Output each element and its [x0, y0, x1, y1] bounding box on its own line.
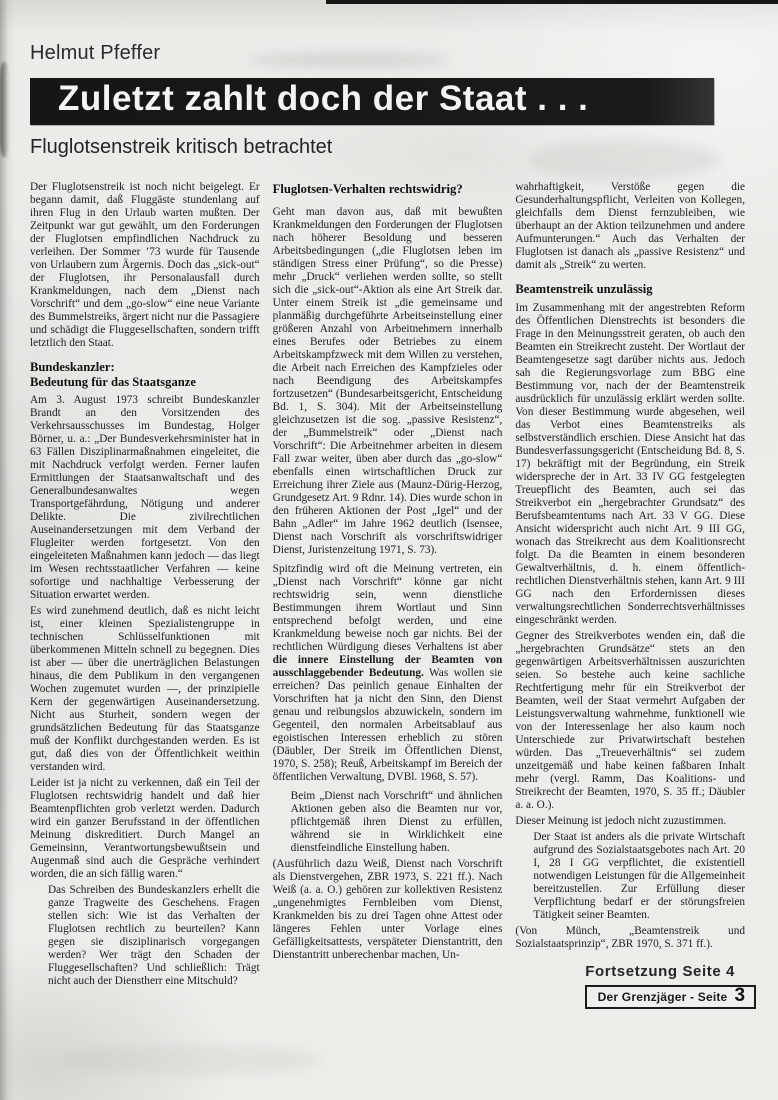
paragraph: Es wird zunehmend deutlich, daß es nicht leicht ist, einer kleinen Spezialistengruppe in technischen Schlüsselfunktionen mit überkommenen Mitteln schnell zu begegnen. Dies ist aber — über die unerträglichen Belastungen hinaus, die dem Publikum in den vergangenen Wochen zugemutet wurden —, der prinzipielle Kern der gegenwärtigen Auseinandersetzung. Nicht aus Sturheit, sondern wegen der grundsätzlichen Bedeutung für das Staatsganze muß der Konflikt durchgestanden werden. Es ist gut, daß dies von der Öffentlichkeit weithin verstanden wird.: [30, 605, 260, 773]
article-subtitle: Fluglotsenstreik kritisch betrachtet: [30, 136, 333, 158]
paragraph: Im Zusammenhang mit der angestrebten Reform des Öffentlichen Dienstrechts ist besonders die Frage in den Meinungsstreit geraten, ob auch den Beamten ein Streikrecht zusteht. Der Wortlaut der Beamtengesetze sagt darüber nichts aus. Jedoch sah die Regierungsvorlage zum BBG eine Bestimmung vor, nach der der Beamtenstreik ausdrücklich für unzulässig erklärt werden sollte. Von dieser Bestimmung wurde abgesehen, weil das Verbot eines Beamtenstreiks als selbstverständlich erschien. Diese Ansicht hat das Bundesverfassungsgericht (Entscheidung Bd. 8, S. 17) bekräftigt mit der Begründung, ein Streik widerspreche der in Art. 33 IV GG festgelegten Treuepflicht des Beamten, auch sei das Streikverbot ein „hergebrachter Grundsatz“ des Berufsbeamtentums nach Art. 33 V GG. Diese Ansicht widerspricht auch nicht Art. 9 III GG, wonach das Streikrecht aus dem Koalitionsrecht folgt. Da die Beamten in einem besonderen Gewaltverhältnis, d. h. einem öffentlich-rechtlichen Dienstverhältnis stehen, kann Art. 9 III GG nach den Erfordernissen dieses verwaltungsrechtlichen Sonderrechtsverhältnisses eingeschränkt werden.: [515, 301, 746, 626]
section-heading-beamtenstreik: Beamtenstreik unzulässig: [515, 282, 653, 296]
article-columns: [30, 181, 745, 1009]
paragraph: Der Fluglotsenstreik ist noch nicht beigelegt. Er begann damit, daß Fluggäste stundenlang auf ihren Flug in den Urlaub warten mußten. Der Zeitpunkt war gut gewählt, um den Forderungen der Fluglotsen empfindlichen Nachdruck zu verleihen. Der Sommer ’73 wurde für Tausende von Urlaubern zum Ärgernis. Doch das „sick-out“ der Fluglotsen, ihr Personalausfall durch Krankmeldungen, nach dem „Dienst nach Vorschrift“ und dem „go-slow“ eine neue Variante des Bummelstreiks, ärgert nicht nur die Passagiere und schädigt die Fluggesellschaften, sondern trifft letztlich den Staat.: [30, 181, 260, 349]
article-column-2: [273, 181, 503, 1009]
paragraph: [273, 563, 503, 784]
page-curl-shadow: [0, 62, 9, 157]
blockquote-paragraph: Beim „Dienst nach Vorschrift“ und ähnlichen Aktionen geben also die Beamten nur vor, pflichtgemäß ihren Dienst zu erfüllen, während sie in Wirklichkeit eine dienstfeindliche Einstellung haben.: [290, 789, 503, 854]
blockquote-paragraph: Das Schreiben des Bundeskanzlers erhellt die ganze Tragweite des Geschehens. Fragen stellen sich: Wie ist das Verhalten der Fluglotsen rechtlich zu beurteilen? Kann gegen sie disziplinarisch vorgegangen werden? Wer trägt den Schaden der Fluggesellschaften? Und schließlich: Trägt nicht auch der Dienstherr eine Mitschuld?: [48, 884, 260, 987]
paragraph: Geht man davon aus, daß mit bewußten Krankmeldungen den Forderungen der Fluglotsen nach höherer Besoldung und besseren Arbeitsbedingungen („die Fluglotsen leben im ständigen Stress einer Prüfung“, so die Presse) mehr „Druck“ verliehen werden sollte, so stellt sich die „sick-out“-Aktion als eine Art Streik dar. Unter einem Streik ist „die gemeinsame und planmäßig durchgeführte Arbeitseinstellung einer größeren Anzahl von Arbeitnehmern innerhalb eines Berufes oder Betriebes zu einem Arbeitskampfzweck mit dem Willen zu verstehen, die Arbeit nach Erreichen des Kampfzieles oder nach Beendigung des Arbeitskampfes fortzusetzen“ (Bundesarbeitsgericht, Entscheidung Bd. 1, S. 304). Mit der Arbeitseinstellung gleichzusetzen ist die sog. „passive Resistenz“, der „Bummelstreik“ oder „Dienst nach Vorschrift“: Die Arbeitnehmer arbeiten in diesem Fall zwar weiter, üben aber durch das „go-slow“ ebenfalls einen wirtschaftlichen Druck zur Erreichung ihrer Ziele aus (Maunz-Dürig-Herzog, Grundgesetz Art. 9 Rdnr. 14). Dies wurde schon in den früheren Aktionen der Post „Igel“ und der Bahn „Adler“ im Jahre 1962 deutlich (Isensee, Dienst nach Vorschrift als vorschriftswidriger Dienst, Juristenzeitung 1971, S. 73).: [272, 205, 503, 556]
paragraph: (Ausführlich dazu Weiß, Dienst nach Vorschrift als Dienstvergehen, ZBR 1973, S. 221 ff.). Nach Weiß (a. a. O.) gehören zur kollektiven Resistenz „ungenehmigtes Fernbleiben vom Dienst, Krankmelden bis zu drei Tagen ohne Attest oder längeres Fehlen unter Vorlage eines Gefälligkeitsattests, verspäteter Dienstantritt, den Dienstantritt unberechenbar machen, Un-: [272, 857, 503, 961]
paragraph: Am 3. August 1973 schreibt Bundeskanzler Brandt an den Vorsitzenden des Verkehrsausschusses im Bundestag, Holger Börner, u. a.: „Der Bundesverkehrsminister hat in 63 Fällen Disziplinarmaßnahmen eingeleitet, die mit Nachdruck verfolgt werden. Ferner laufen Ermittlungen der Staatsanwaltschaft und des Generalbundesanwaltes wegen Transportgefährdung, Nötigung und anderer Delikte. Die zivilrechtlichen Auseinandersetzungen mit dem Verband der Flugleiter werden fortgesetzt. Von den eingeleiteten Maßnahmen kann jedoch — das liegt im Wesen rechtsstaatlicher Verfahren — keine sofortige und nachhaltige Verbesserung der Situation erwartet werden.: [30, 394, 260, 601]
article-column-3: [515, 181, 745, 1009]
blockquote-paragraph: Der Staat ist anders als die private Wirtschaft aufgrund des Sozialstaatsgebotes nach Art. 20 I, 28 I GG verpflichtet, die existentiell notwendigen Leistungen für die Allgemeinheit bereitzustellen. Zur Erfüllung dieser Verpflichtung bedarf er der störungsfreien Tätigkeit seiner Beamten.: [533, 830, 746, 921]
section-heading-fluglotsen-verhalten: Fluglotsen-Verhalten rechtswidrig?: [272, 182, 463, 196]
continuation-notice: Fortsetzung Seite 4: [585, 962, 736, 980]
masthead-label: Der Grenzjäger - Seite: [597, 989, 728, 1004]
article-column-1: [30, 181, 260, 1009]
section-heading-bundeskanzler: [30, 360, 260, 389]
emphasis-bold: die innere Einstellung der Beamten von ausschlaggebender Bedeutung.: [272, 653, 503, 679]
headline-text: Zuletzt zahlt doch der Staat . . .: [58, 79, 589, 118]
author-byline: Helmut Pfeffer: [30, 42, 161, 64]
heading-line: Bundeskanzler:: [30, 360, 115, 374]
paragraph: Gegner des Streikverbotes wenden ein, daß die „hergebrachten Grundsätze“ stets an den gegenwärtigen Arbeitsverhältnissen auszurichten seien. So bestehe auch keine sachliche Rechtfertigung mehr für ein Streikverbot der Beamten, weil der Staat vermehrt Aufgaben der Leistungsverwaltung wahrnehme, funktionell wie von der Interessenlage her also kaum noch Unterschiede zur Privatwirtschaft bestehen würden. Das „Treueverhältnis“ sei zudem unzeitgemäß und habe keinen faßbaren Inhalt mehr (vergl. Ramm, Das Koalitions- und Streikrecht der Beamten, 1970, S. 35 ff.; Däubler a. a. O.).: [515, 629, 746, 811]
paragraph-text: Spitzfindig wird oft die Meinung vertreten, ein „Dienst nach Vorschrift“ könne gar nicht rechtswidrig sein, wenn dienstliche Bestimmungen ihrem Wortlaut und Sinn entsprechend befolgt werden, und eine Krankmeldung beweise noch gar nichts. Bei der rechtlichen Würdigung dieses Verhaltens ist aber: [272, 562, 503, 653]
heading-line: Bedeutung für das Staatsganze: [30, 374, 196, 389]
headline-banner: [30, 78, 714, 125]
article-content: [30, 0, 745, 1009]
paragraph: wahrhaftigkeit, Verstöße gegen die Gesunderhaltungspflicht, Verleiten von Kollegen, gleichfalls dem Dienst fernzubleiben, wie überhaupt an der Aktion teilzunehmen und andere Aufmunterungen.“ Auch das Verhalten der Fluglotsen ist danach als „passive Resistenz“ und damit als „Streik“ zu werten.: [515, 181, 746, 271]
paragraph: Dieser Meinung ist jedoch nicht zuzustimmen.: [515, 814, 727, 827]
page-number: 3: [734, 984, 746, 1006]
paragraph-text: Was wollen sie erreichen? Das peinlich genaue Einhalten der Vorschriften hat ja nicht den Sinn, den Dienst genau und reibungslos abzuwickeln, sondern im Gegenteil, den normalen Arbeitsablauf aus egoistischen Interessen erheblich zu stören (Däubler, Der Streik im Öffentlichen Dienst, 1970, S. 258); Reuß, Arbeitskampf im Bereich der öffentlichen Verwaltung, DVBl. 1968, S. 57).: [272, 666, 503, 783]
paragraph: Leider ist ja nicht zu verkennen, daß ein Teil der Fluglotsen rechtswidrig handelt und daß hier Beamtenpflichten grob verletzt werden. Dadurch wird ein ganzer Berufsstand in der öffentlichen Meinung diskreditiert. Durch Mangel an Gemeinsinn, Verantwortungsbewußtsein und Augenmaß sind auch die Gespräche verhindert worden, die an sich fällig waren.“: [30, 777, 260, 880]
page-edge-shadow: [0, 0, 14, 1100]
page-footer-box: [585, 985, 756, 1009]
scan-smudge: [60, 1045, 320, 1075]
paragraph: (Von Münch, „Beamtenstreik und Sozialstaatsprinzip“, ZBR 1970, S. 371 ff.).: [515, 924, 746, 950]
